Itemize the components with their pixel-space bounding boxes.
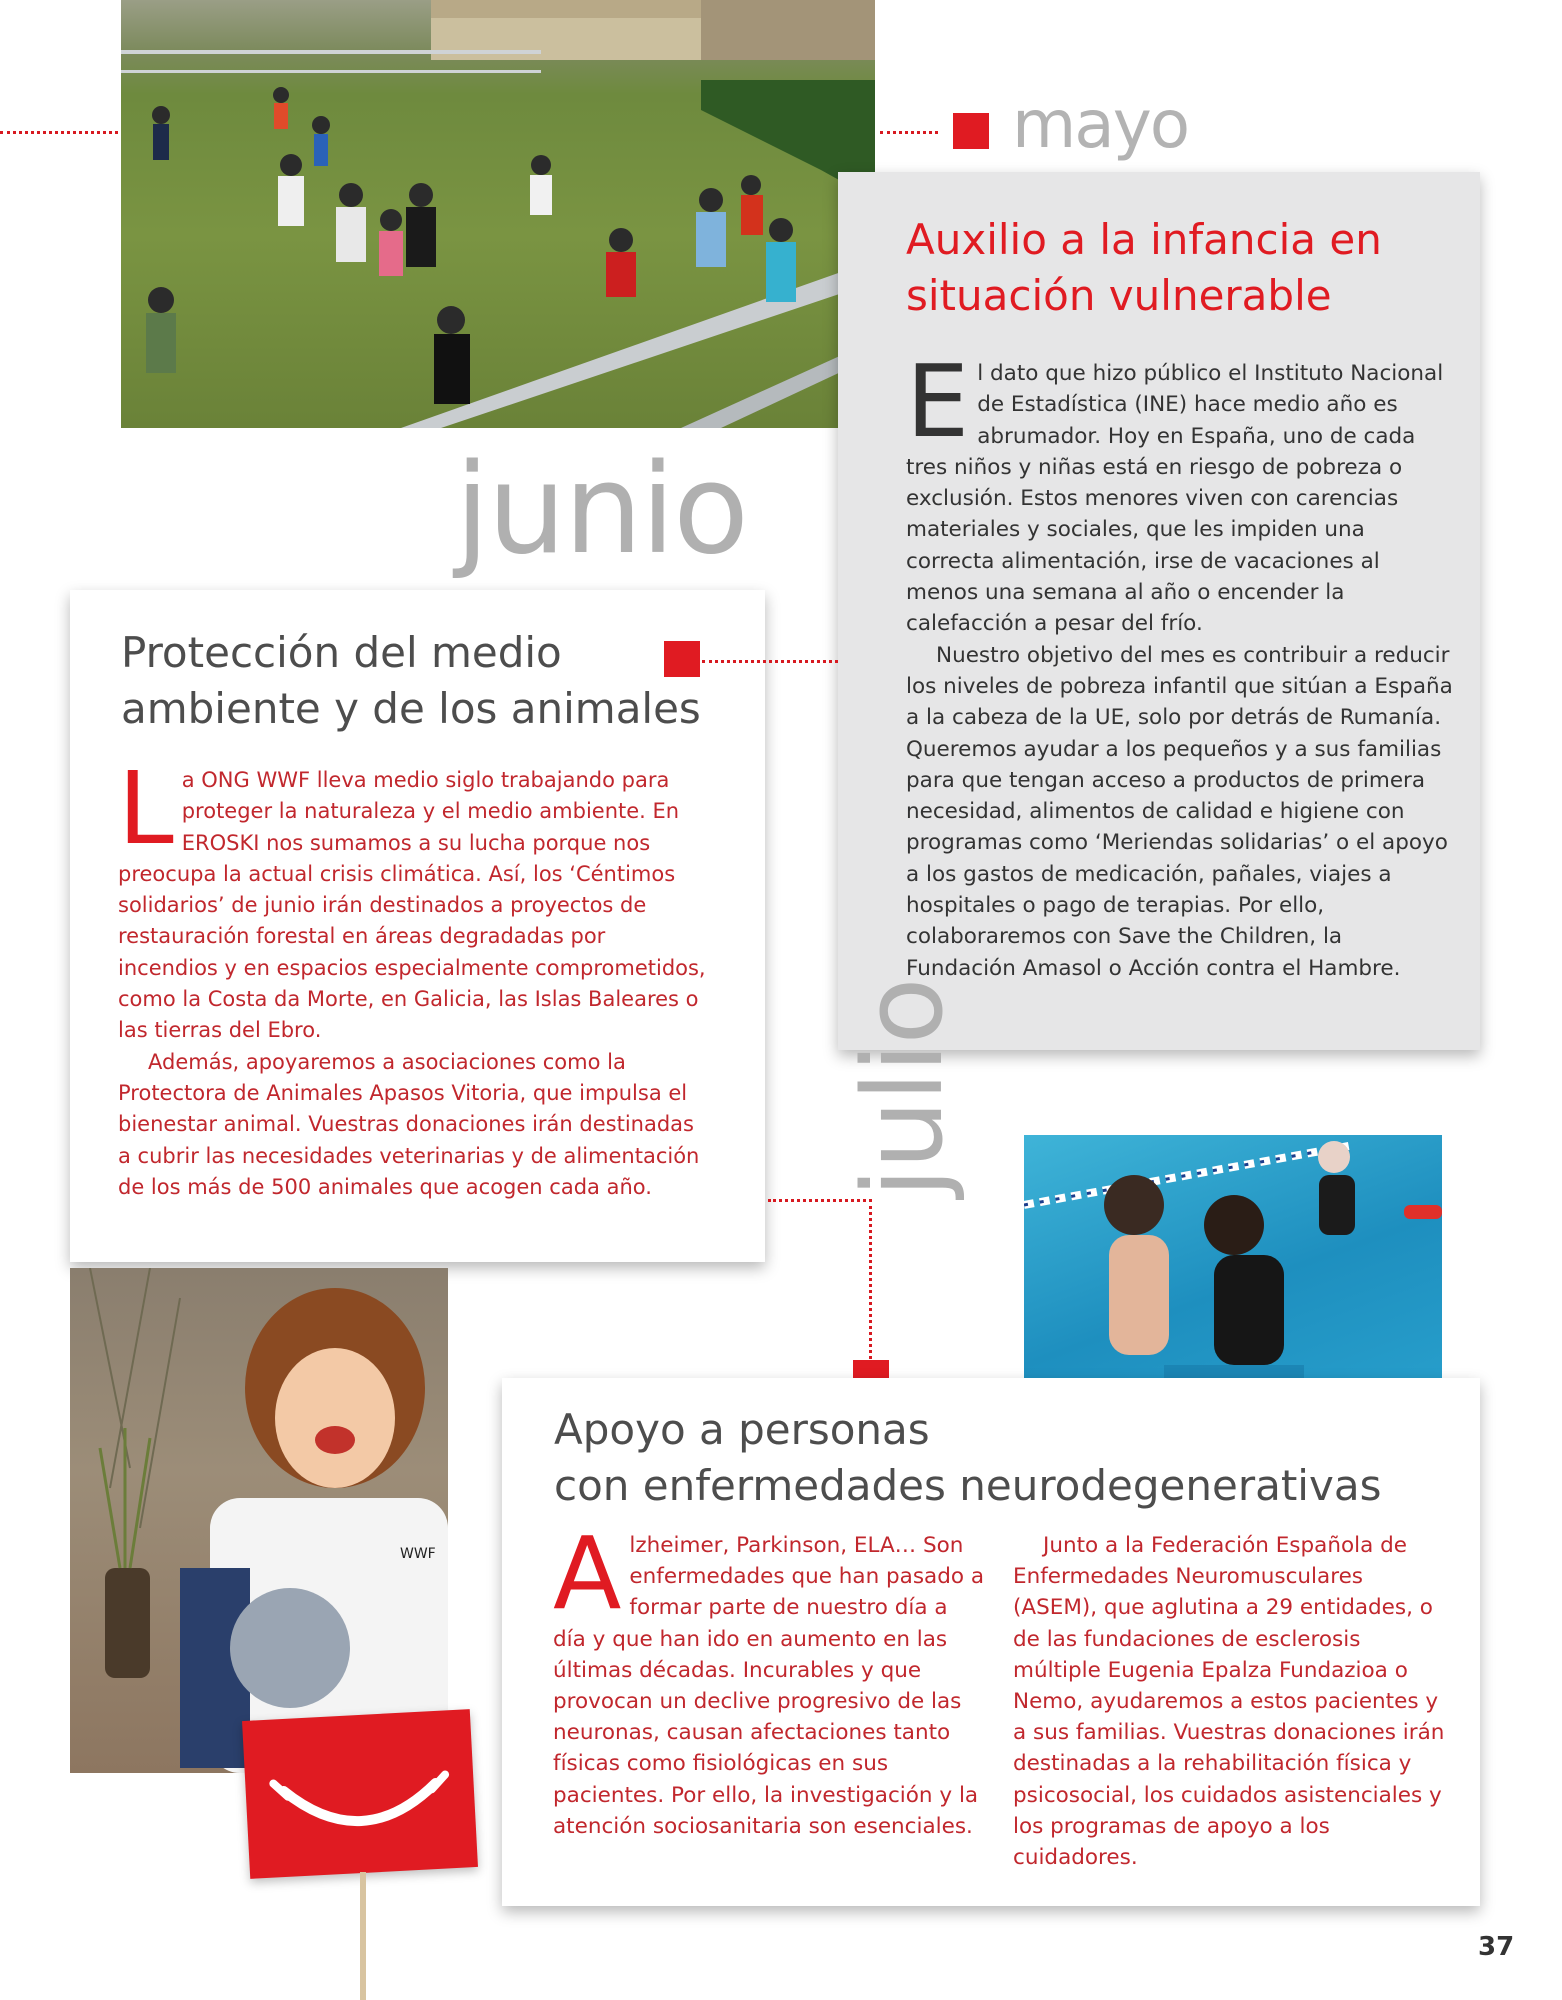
month-mayo: mayo: [1012, 86, 1189, 163]
mayo-paragraph1: [906, 343, 1454, 640]
children-playing-photo: [121, 0, 875, 428]
julio-title-line1: Apoyo a personas: [554, 1405, 930, 1454]
julio-column1: [553, 1515, 985, 1842]
girl-planting-tree-photo: [70, 1268, 448, 1773]
mayo-body: [906, 343, 1454, 984]
month-julio: julio: [839, 979, 967, 1198]
junio-dropcap: L: [118, 750, 174, 867]
month-junio: junio: [455, 438, 747, 582]
top-left-dotted-line: [0, 131, 118, 134]
julio-title-line2: con enfermedades neurodegenerativas: [554, 1461, 1382, 1510]
julio-paragraph2: Junto a la Federación Española de Enfermedades Neuromusculares (ASEM), que aglutina a 29 entidades, o de las fundaciones de esclerosis múltiple Eugenia Epalza Fundazioa o Nemo, ayudaremos a estos pacientes y a sus familias. Vuestras donaciones irán destinadas a la rehabilitación física y psicosocial, los cuidados asistenciales y los programas de apoyo a los cuidadores.: [1013, 1533, 1445, 1871]
julio-dotted-line-horizontal: [768, 1199, 872, 1202]
julio-column2: [1013, 1530, 1449, 1873]
page-number: 37: [1478, 1932, 1515, 1962]
mayo-title-line1: Auxilio a la infancia en: [906, 215, 1382, 264]
mayo-paragraph2: Nuestro objetivo del mes es contribuir a reducir los niveles de pobreza infantil que sitúan a España a la cabeza de la UE, solo por detrás de Rumanía. Queremos ayudar a los pequeños y a sus familias para que tengan acceso a productos de primera necesidad, alimentos de calidad e higiene con programas como ‘Meriendas solidarias’ o el apoyo a los gastos de medicación, pañales, viajes a hospitales o pago de terapias. Por ello, colaboraremos con Save the Children, la Fundación Amasol o Acción contra el Hambre.: [906, 642, 1453, 981]
junio-marker-square: [664, 641, 700, 677]
smiley-sign: [242, 1709, 478, 1879]
mayo-marker-square: [953, 113, 989, 149]
junio-title-line1: Protección del medio: [121, 628, 562, 677]
julio-dropcap: A: [553, 1515, 622, 1632]
mayo-paragraph1-text: l dato que hizo público el Instituto Nacional de Estadística (INE) hace medio año es abrumador. Hoy en España, uno de cada tres niños y niñas está en riesgo de pobreza o exclusión. Estos menores viven con carencias materiales y sociales, que les impiden una correcta alimentación, irse de vacaciones al menos una semana al año o encender la calefacción a pesar del frío.: [906, 361, 1444, 637]
mayo-title-line2: situación vulnerable: [906, 271, 1332, 320]
junio-paragraph1-text: a ONG WWF lleva medio siglo trabajando para proteger la naturaleza y el medio ambiente. En EROSKI nos sumamos a su lucha porque nos preocupa la actual crisis climática. Así, los ‘Céntimos solidarios’ de junio irán destinados a proyectos de restauración forestal en áreas degradadas por incendios y en espacios especialmente comprometidos, como la Costa da Morte, en Galicia, las Islas Baleares o las tierras del Ebro.: [118, 768, 706, 1043]
smile-icon: [242, 1709, 478, 1879]
junio-dotted-line: [702, 660, 838, 663]
junio-body: [118, 750, 708, 1203]
wwf-shirt-logo: WWF: [400, 1546, 436, 1562]
julio-paragraph1: [553, 1515, 985, 1842]
junio-paragraph2: Además, apoyaremos a asociaciones como la Protectora de Animales Apasos Vitoria, que impulsa el bienestar animal. Vuestras donaciones irán destinadas a cubrir las necesidades veterinarias y de alimentación de los más de 500 animales que acogen cada año.: [118, 1049, 700, 1199]
children-playing-illustration: [121, 0, 875, 428]
mayo-title: [906, 212, 1466, 324]
mayo-dropcap: E: [906, 343, 970, 460]
julio-paragraph1-text: lzheimer, Parkinson, ELA… Son enfermedades que han pasado a formar parte de nuestro día a día y que han ido en aumento en las últimas décadas. Incurables y que provocan un declive progresivo de las neuronas, causan afectaciones tanto físicas como fisiológicas en sus pacientes. Por ello, la investigación y la atención sociosanitaria son esenciales.: [553, 1533, 985, 1839]
sign-stick: [360, 1872, 366, 2000]
junio-title-line2: ambiente y de los animales: [121, 684, 701, 733]
junio-paragraph1: [118, 750, 708, 1047]
julio-title: [554, 1402, 1474, 1514]
mayo-dotted-line: [880, 131, 938, 134]
julio-dotted-line-vertical: [869, 1199, 872, 1359]
girl-planting-tree-illustration: [70, 1268, 448, 1773]
